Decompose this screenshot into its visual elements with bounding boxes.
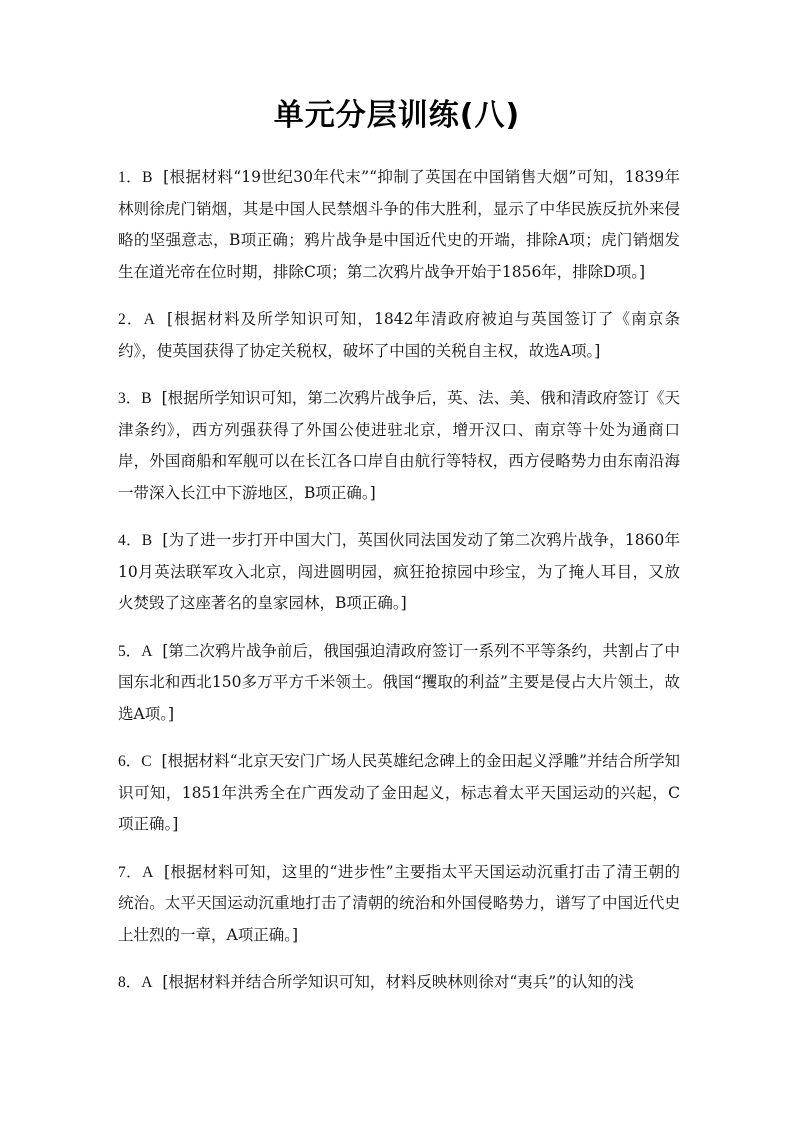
answer-explanation: [第二次鸦片战争前后，俄国强迫清政府签订一系列不平等条约，共割占了中国东北和西北150多万平方千米领土。俄国“攫取的利益”主要是侵占大片领土，故选A项。]	[118, 641, 680, 723]
answer-number: 5．A	[118, 642, 153, 660]
answer-explanation: [根据材料“19世纪30年代末”“抑制了英国在中国销售大烟”可知，1839年林则徐虎门销烟，其是中国人民禁烟斗争的伟大胜利，显示了中华民族反抗外来侵略的坚强意志，B项正确；鸦片战争是中国近代史的开端，排除A项；虎门销烟发生在道光帝在位时期，排除C项；第二次鸦片战争开始于1856年，排除D项。]	[118, 168, 680, 281]
answer-number: 6．C	[118, 753, 152, 770]
answer-item	[118, 857, 680, 952]
answer-item	[118, 525, 680, 620]
page-title: 单元分层训练(八)	[273, 98, 521, 133]
answer-number: 2．A	[118, 311, 155, 328]
answer-number: 1．B	[118, 169, 153, 186]
answer-explanation: [根据材料“北京天安门广场人民英雄纪念碑上的金田起义浮雕”并结合所学知识可知，1851年洪秀全在广西发动了金田起义，标志着太平天国运动的兴起，C项正确。]	[118, 752, 680, 833]
answer-explanation: [根据材料及所学知识可知，1842年清政府被迫与英国签订了《南京条约》，使英国获得了协定关税权，破坏了中国的关税自主权，故选A项。]	[118, 310, 680, 360]
answer-number: 3．B	[118, 390, 152, 407]
answer-explanation: [根据所学知识可知，第二次鸦片战争后，英、法、美、俄和清政府签订《天津条约》，西方列强获得了外国公使进驻北京，增开汉口、南京等十处为通商口岸，外国商船和军舰可以在长江各口岸自由航行等特权，西方侵略势力由东南沿海一带深入长江中下游地区，B项正确。]	[118, 389, 681, 502]
answer-item	[118, 162, 680, 288]
answer-explanation: [为了进一步打开中国大门，英国伙同法国发动了第二次鸦片战争，1860年10月英法联军攻入北京，闯进圆明园，疯狂抢掠园中珍宝，为了掩人耳目，又放火焚毁了这座著名的皇家园林，B项正确。]	[118, 531, 681, 612]
answer-number: 8．A	[118, 974, 153, 991]
answer-item	[118, 967, 680, 999]
answer-item	[118, 383, 680, 509]
answer-item	[118, 304, 680, 367]
answer-list	[118, 162, 680, 1015]
answer-explanation: [根据材料并结合所学知识可知，材料反映林则徐对“夷兵”的认知的浅	[162, 973, 634, 991]
answer-item	[118, 636, 680, 731]
answer-number: 7．A	[118, 863, 154, 881]
answer-number: 4．B	[118, 532, 153, 549]
answer-explanation: [根据材料可知，这里的“进步性”主要指太平天国运动沉重打击了清王朝的统治。太平天国运动沉重地打击了清朝的统治和外国侵略势力，谱写了中国近代史上壮烈的一章，A项正确。]	[118, 862, 680, 944]
answer-item	[118, 746, 680, 841]
